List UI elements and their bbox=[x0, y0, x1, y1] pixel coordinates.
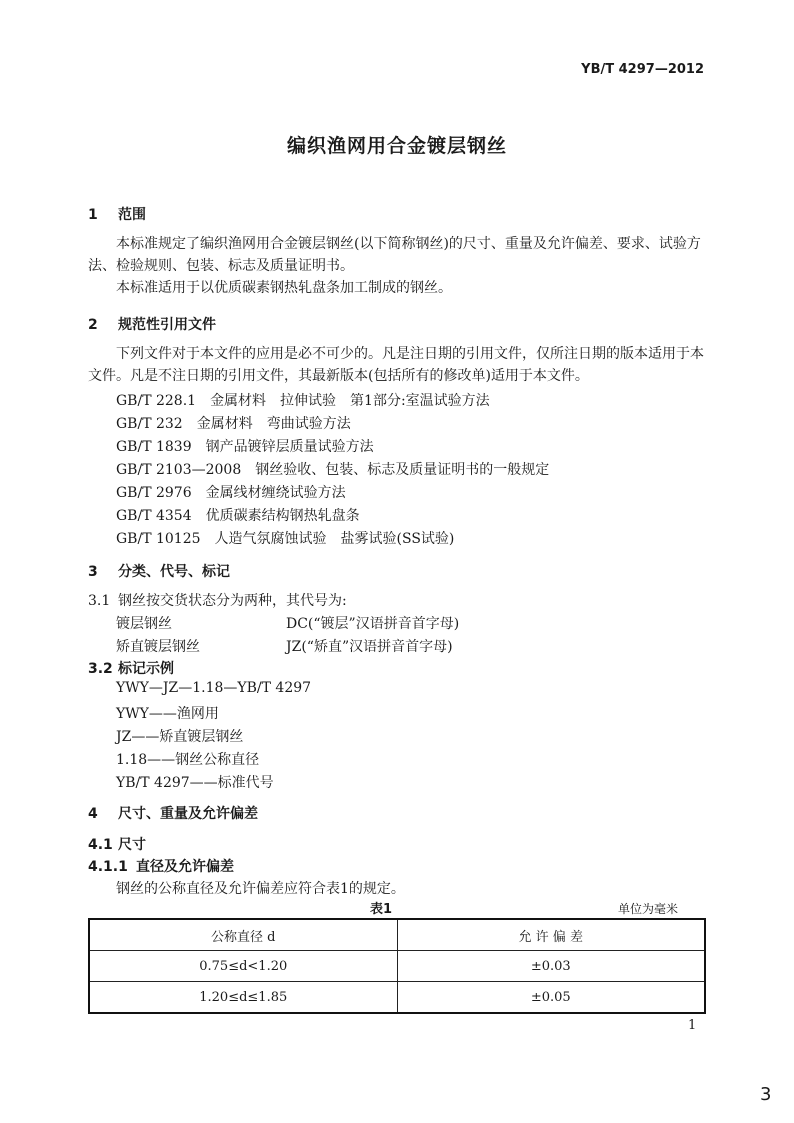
type-name: 镀层钢丝 bbox=[116, 616, 172, 632]
section-number: 3 bbox=[88, 564, 98, 580]
table-cell: ±0.05 bbox=[397, 982, 705, 1014]
section-1-paragraph-1: 本标准规定了编织渔网用合金镀层钢丝(以下简称钢丝)的尺寸、重量及允许偏差、要求、试验方法、检验规则、包装、标志及质量证明书。 bbox=[88, 236, 701, 274]
table-row bbox=[89, 951, 705, 982]
type-code: JZ(“矫直”汉语拼音首字母) bbox=[286, 639, 453, 655]
table-header-cell: 公称直径 d bbox=[89, 919, 397, 951]
reference-title: 钢丝验收、包装、标志及质量证明书的一般规定 bbox=[255, 462, 550, 478]
table-unit: 单位为毫米 bbox=[618, 902, 679, 916]
reference-code: GB/T 232 bbox=[116, 416, 183, 432]
subsection-number: 4.1.1 bbox=[88, 859, 128, 875]
reference-item bbox=[116, 505, 360, 525]
subsection-4-1-1-text: 钢丝的公称直径及允许偏差应符合表1的规定。 bbox=[116, 881, 405, 897]
table-caption: 表1 bbox=[370, 902, 393, 917]
document-title: 编织渔网用合金镀层钢丝 bbox=[286, 135, 507, 157]
section-title: 分类、代号、标记 bbox=[118, 564, 230, 580]
subsection-4-1-heading bbox=[88, 834, 146, 854]
reference-item bbox=[116, 436, 374, 456]
table-header-cell: 允 许 偏 差 bbox=[397, 919, 705, 951]
reference-code: GB/T 4354 bbox=[116, 508, 192, 524]
reference-item bbox=[116, 413, 351, 433]
scan-page-number: 3 bbox=[760, 1084, 772, 1105]
section-title: 尺寸、重量及允许偏差 bbox=[118, 806, 258, 822]
reference-title: 钢产品镀锌层质量试验方法 bbox=[205, 439, 374, 455]
reference-title: 人造气氛腐蚀试验 盐雾试验(SS试验) bbox=[214, 531, 455, 547]
reference-code: GB/T 1839 bbox=[116, 439, 192, 455]
subsection-3-1 bbox=[88, 590, 347, 610]
subsection-number: 3.2 bbox=[88, 661, 113, 677]
section-title: 规范性引用文件 bbox=[118, 317, 216, 333]
type-name: 矫直镀层钢丝 bbox=[116, 639, 200, 655]
section-number: 4 bbox=[88, 806, 98, 822]
standard-code: YB/T 4297—2012 bbox=[581, 62, 704, 77]
reference-title: 优质碳素结构钢热轧盘条 bbox=[205, 508, 360, 524]
reference-item bbox=[116, 528, 454, 548]
subsection-title: 直径及允许偏差 bbox=[136, 859, 234, 875]
subsection-number: 3.1 bbox=[88, 593, 111, 609]
reference-item bbox=[116, 390, 490, 410]
reference-code: GB/T 2976 bbox=[116, 485, 192, 501]
reference-code: GB/T 10125 bbox=[116, 531, 201, 547]
section-2-heading bbox=[88, 314, 216, 334]
reference-code: GB/T 2103—2008 bbox=[116, 462, 242, 478]
reference-title: 金属材料 拉伸试验 第1部分:室温试验方法 bbox=[210, 393, 490, 409]
reference-item bbox=[116, 459, 549, 479]
page-number: 1 bbox=[688, 1018, 697, 1033]
subsection-4-1-1-heading bbox=[88, 856, 234, 876]
marking-line: 1.18——钢丝公称直径 bbox=[116, 752, 260, 768]
reference-code: GB/T 228.1 bbox=[116, 393, 197, 409]
table-header-row bbox=[89, 919, 705, 951]
subsection-text: 钢丝按交货状态分为两种，其代号为: bbox=[118, 593, 347, 609]
subsection-number: 4.1 bbox=[88, 837, 113, 853]
section-2-paragraph: 下列文件对于本文件的应用是必不可少的。凡是注日期的引用文件，仅所注日期的版本适用于本文件。凡是不注日期的引用文件，其最新版本(包括所有的修改单)适用于本文件。 bbox=[88, 346, 704, 384]
table-row bbox=[89, 982, 705, 1014]
type-code: DC(“镀层”汉语拼音首字母) bbox=[286, 616, 460, 632]
reference-title: 金属材料 弯曲试验方法 bbox=[196, 416, 351, 432]
marking-line: YWY——渔网用 bbox=[116, 706, 219, 722]
section-1-paragraph-2: 本标准适用于以优质碳素钢热轧盘条加工制成的钢丝。 bbox=[116, 280, 452, 296]
subsection-title: 尺寸 bbox=[118, 837, 146, 853]
marking-line: YB/T 4297——标准代号 bbox=[116, 775, 274, 791]
section-number: 1 bbox=[88, 207, 98, 223]
section-3-heading bbox=[88, 561, 230, 581]
table-cell: ±0.03 bbox=[397, 951, 705, 982]
subsection-3-2-heading bbox=[88, 658, 174, 678]
section-number: 2 bbox=[88, 317, 98, 333]
reference-title: 金属线材缠绕试验方法 bbox=[205, 485, 346, 501]
marking-line: YWY—JZ—1.18—YB/T 4297 bbox=[116, 680, 312, 696]
table-1 bbox=[88, 918, 706, 1014]
table-cell: 0.75≤d<1.20 bbox=[89, 951, 397, 982]
table-cell: 1.20≤d≤1.85 bbox=[89, 982, 397, 1014]
section-title: 范围 bbox=[118, 207, 146, 223]
section-4-heading bbox=[88, 803, 258, 823]
section-1-heading bbox=[88, 204, 146, 224]
marking-line: JZ——矫直镀层钢丝 bbox=[116, 729, 244, 745]
reference-item bbox=[116, 482, 346, 502]
subsection-title: 标记示例 bbox=[118, 661, 174, 677]
